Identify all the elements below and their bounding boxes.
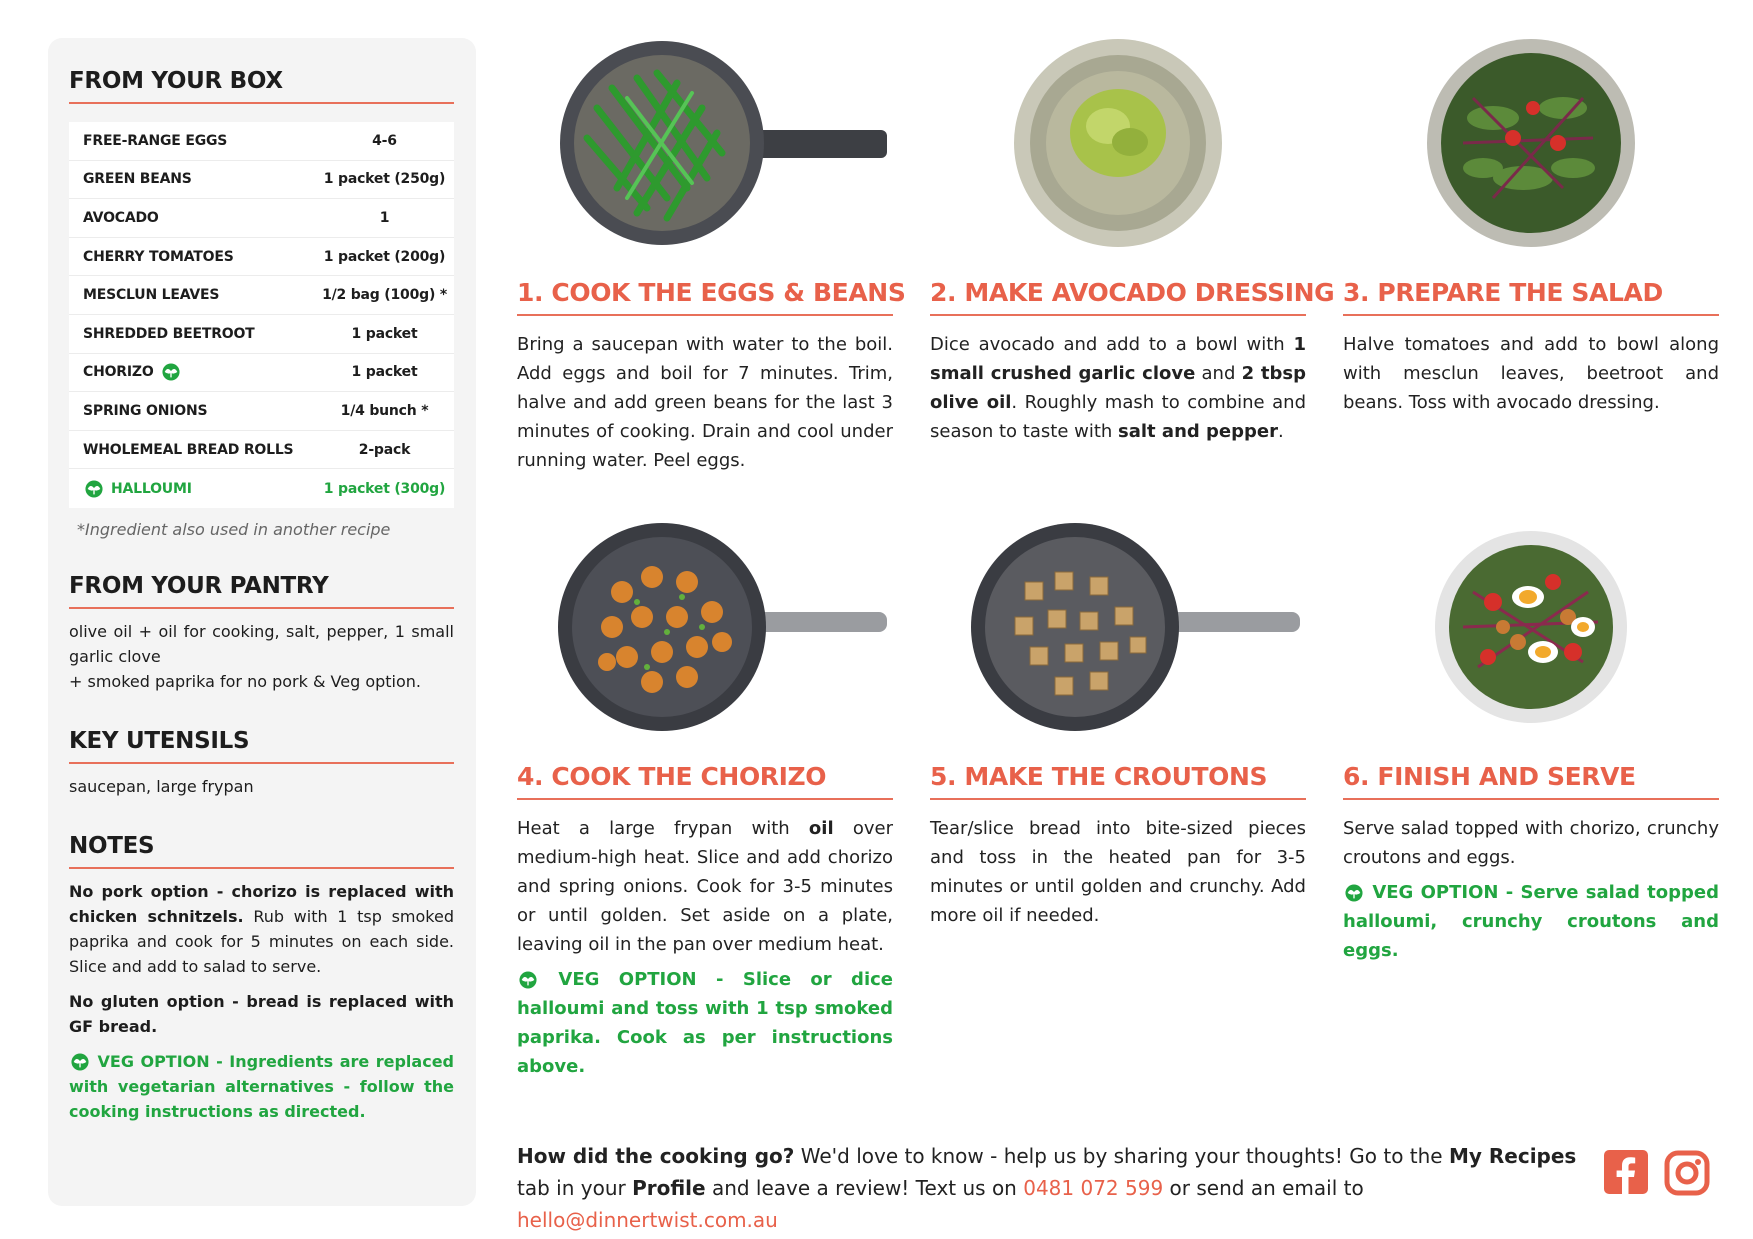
footer-phone-link[interactable]: 0481 072 599 bbox=[1023, 1176, 1164, 1200]
ingredient-qty: 1 packet bbox=[351, 364, 418, 381]
frypan-chorizo-image bbox=[517, 522, 893, 732]
ingredient-row bbox=[69, 392, 454, 431]
footer-text-1: We'd love to know - help us by sharing your thoughts! Go to the bbox=[794, 1144, 1449, 1168]
ingredient-row bbox=[69, 199, 454, 238]
step-5-photo bbox=[930, 522, 1306, 732]
leaf-icon bbox=[517, 971, 539, 989]
step-1-photo bbox=[517, 38, 893, 248]
note-no-gluten-bold: No gluten option - bread is replaced with GF bread. bbox=[69, 991, 454, 1036]
step-4-text-2: over medium-high heat. Slice and add chorizo and spring onions. Cook for 3-5 minutes or until golden. Set aside on a plate, leaving oil in the pan over medium heat. bbox=[517, 818, 893, 955]
step-1 bbox=[517, 38, 906, 475]
ingredient-note: *Ingredient also used in another recipe bbox=[77, 519, 391, 539]
ingredient-row-veg bbox=[69, 469, 454, 508]
step-6 bbox=[1343, 522, 1719, 965]
salad-bowl-image bbox=[1343, 38, 1719, 248]
step-3-photo bbox=[1343, 38, 1719, 248]
frypan-croutons-image bbox=[930, 522, 1306, 732]
note-veg-text: VEG OPTION - Ingredients are replaced with vegetarian alternatives - follow the cooking instructions as directed. bbox=[69, 1051, 454, 1121]
step-4-text-1: Heat a large frypan with bbox=[517, 818, 809, 839]
step-3-body: Halve tomatoes and add to bowl along with mesclun leaves, beetroot and beans. Toss with avocado dressing. bbox=[1343, 334, 1719, 413]
step-5-title: 5. MAKE THE CROUTONS bbox=[930, 762, 1306, 800]
step-4-veg-option bbox=[517, 965, 893, 1081]
pantry-text bbox=[69, 619, 454, 694]
ingredient-name-chorizo bbox=[69, 363, 315, 381]
step-6-veg-option bbox=[1343, 878, 1719, 965]
footer-profile: Profile bbox=[632, 1176, 706, 1200]
step-2-garlic: 1 small crushed garlic clove bbox=[930, 334, 1306, 384]
step-1-title: 1. COOK THE EGGS & BEANS bbox=[517, 278, 893, 316]
ingredient-qty: 1 packet (300g) bbox=[323, 480, 446, 497]
utensils-text: saucepan, large frypan bbox=[69, 776, 254, 796]
ingredient-row bbox=[69, 238, 454, 277]
note-no-gluten bbox=[69, 989, 454, 1039]
step-2-text-4: . bbox=[1278, 421, 1284, 442]
step-6-photo bbox=[1343, 522, 1719, 732]
ingredient-qty: 1 bbox=[379, 209, 390, 226]
step-2 bbox=[930, 38, 1335, 446]
ingredient-name: SHREDDED BEETROOT bbox=[83, 325, 255, 342]
step-5-body: Tear/slice bread into bite-sized pieces and toss in the heated pan for 3-5 minutes or until golden and crunchy. Add more oil if needed. bbox=[930, 818, 1306, 926]
ingredient-row bbox=[69, 431, 454, 470]
ingredient-qty: 1/2 bag (100g) * bbox=[322, 287, 447, 304]
leaf-icon bbox=[69, 1053, 91, 1071]
ingredient-row bbox=[69, 161, 454, 200]
ingredient-qty: 4-6 bbox=[372, 132, 397, 149]
step-4-body bbox=[517, 814, 893, 959]
note-no-pork-text: Rub with 1 tsp smoked paprika and cook for 5 minutes on each side. Slice and add to salad to serve. bbox=[69, 906, 455, 976]
social-links bbox=[1604, 1150, 1710, 1196]
saucepan-beans-image bbox=[517, 38, 893, 248]
notes-title: NOTES bbox=[69, 833, 454, 869]
ingredient-name: FREE-RANGE EGGS bbox=[83, 132, 228, 149]
ingredient-qty: 1 packet (200g) bbox=[323, 248, 446, 265]
ingredient-row bbox=[69, 122, 454, 161]
leaf-icon bbox=[83, 480, 105, 498]
ingredient-row bbox=[69, 354, 454, 393]
avocado-bowl-image bbox=[930, 38, 1306, 248]
ingredient-qty: 1 packet (250g) bbox=[323, 171, 446, 188]
step-2-text-1: Dice avocado and add to a bowl with bbox=[930, 334, 1294, 355]
pantry-line-2: + smoked paprika for no pork & Veg option. bbox=[69, 671, 422, 691]
note-no-pork-bold: No pork option - chorizo is replaced with chicken schnitzels. bbox=[69, 881, 454, 926]
footer-my-recipes: My Recipes bbox=[1448, 1144, 1577, 1168]
step-6-body: Serve salad topped with chorizo, crunchy croutons and eggs. bbox=[1343, 818, 1719, 868]
ingredient-row bbox=[69, 315, 454, 354]
step-2-text-2: and bbox=[1195, 363, 1242, 384]
footer-text-3: and leave a review! Text us on bbox=[705, 1176, 1024, 1200]
finished-salad-image bbox=[1343, 522, 1719, 732]
ingredient-row bbox=[69, 276, 454, 315]
footer-text-4: or send an email to bbox=[1163, 1176, 1364, 1200]
step-2-oil: 2 tbsp olive oil bbox=[930, 363, 1306, 413]
step-5 bbox=[930, 522, 1306, 930]
step-4-oil: oil bbox=[808, 818, 834, 839]
step-6-title: 6. FINISH AND SERVE bbox=[1343, 762, 1719, 800]
ingredient-table bbox=[69, 122, 454, 508]
step-4-photo bbox=[517, 522, 893, 732]
ingredient-name-text: HALLOUMI bbox=[111, 480, 192, 497]
ingredient-name: CHERRY TOMATOES bbox=[83, 248, 234, 265]
footer-text-2: tab in your bbox=[517, 1176, 633, 1200]
leaf-icon bbox=[160, 363, 182, 381]
step-2-photo bbox=[930, 38, 1306, 248]
step-2-text-3: . Roughly mash to combine and season to taste with bbox=[930, 392, 1306, 442]
ingredient-name: WHOLEMEAL BREAD ROLLS bbox=[83, 441, 294, 458]
step-2-body bbox=[930, 330, 1306, 446]
step-4-title: 4. COOK THE CHORIZO bbox=[517, 762, 893, 800]
pantry-title: FROM YOUR PANTRY bbox=[69, 573, 454, 609]
footer-email-link[interactable]: hello@dinnertwist.com.au bbox=[517, 1208, 778, 1232]
ingredient-name-halloumi bbox=[69, 480, 315, 498]
step-3-title: 3. PREPARE THE SALAD bbox=[1343, 278, 1719, 316]
step-4-veg-text: VEG OPTION - Slice or dice halloumi and toss with 1 tsp smoked paprika. Cook as per instructions above. bbox=[517, 969, 893, 1077]
step-4 bbox=[517, 522, 893, 1081]
instagram-icon[interactable] bbox=[1664, 1150, 1710, 1196]
note-veg-option bbox=[69, 1049, 454, 1124]
ingredient-qty: 1/4 bunch * bbox=[340, 402, 429, 419]
ingredient-qty: 1 packet bbox=[351, 325, 418, 342]
facebook-icon[interactable] bbox=[1604, 1150, 1648, 1194]
ingredient-name: MESCLUN LEAVES bbox=[83, 287, 220, 304]
ingredient-qty: 2-pack bbox=[358, 441, 411, 458]
footer-review-prompt bbox=[517, 1140, 1577, 1236]
ingredient-name: GREEN BEANS bbox=[83, 171, 192, 188]
ingredient-name: SPRING ONIONS bbox=[83, 402, 208, 419]
note-no-pork bbox=[69, 879, 454, 979]
step-2-title: 2. MAKE AVOCADO DRESSING bbox=[930, 278, 1306, 316]
leaf-icon bbox=[1343, 884, 1365, 902]
step-2-salt-pepper: salt and pepper bbox=[1118, 421, 1278, 442]
step-1-body: Bring a saucepan with water to the boil. Add eggs and boil for 7 minutes. Trim, halve and add green beans for the last 3 minutes of cooking. Drain and cool under running water. Peel eggs. bbox=[517, 334, 893, 471]
utensils-title: KEY UTENSILS bbox=[69, 728, 454, 764]
from-box-title: FROM YOUR BOX bbox=[69, 68, 454, 104]
footer-question: How did the cooking go? bbox=[517, 1144, 795, 1168]
pantry-line-1: olive oil + oil for cooking, salt, pepper, 1 small garlic clove bbox=[69, 621, 454, 666]
ingredient-name-text: CHORIZO bbox=[83, 364, 154, 381]
sidebar bbox=[48, 38, 476, 1206]
step-3 bbox=[1343, 38, 1719, 417]
step-6-veg-text: VEG OPTION - Serve salad topped halloumi, crunchy croutons and eggs. bbox=[1343, 882, 1719, 961]
ingredient-name: AVOCADO bbox=[83, 209, 159, 226]
